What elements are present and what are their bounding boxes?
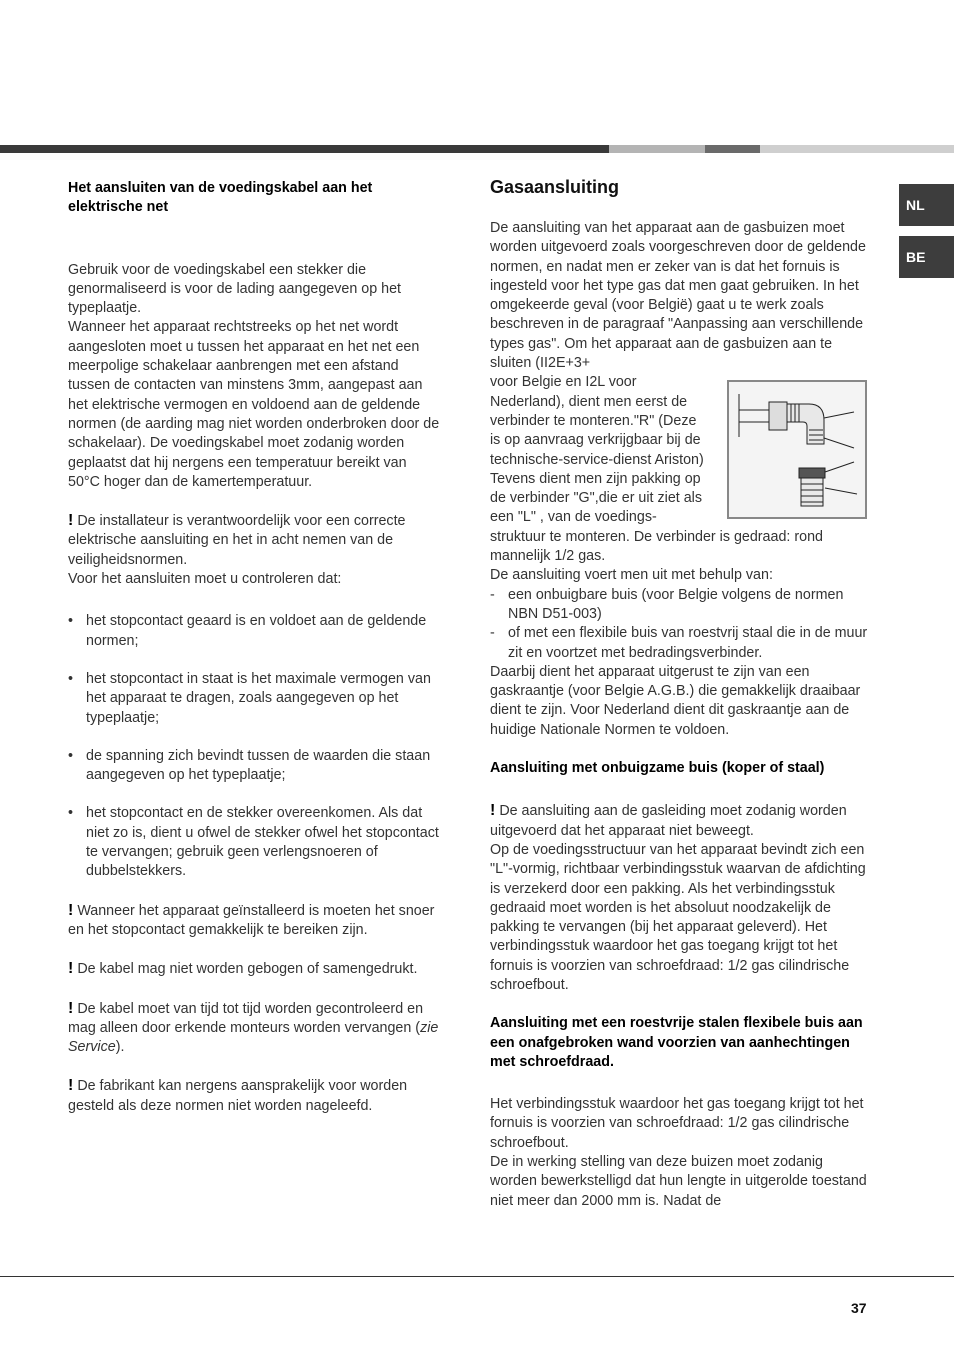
warning-check-end: ).	[115, 1039, 125, 1056]
language-tab-be[interactable]: BE	[899, 236, 954, 278]
top-bar-segment-dark	[0, 145, 609, 153]
connection-list	[490, 586, 868, 663]
page-number: 37	[851, 1300, 867, 1316]
section-title-gas: Gasaansluiting	[490, 177, 620, 197]
warning-manufacturer	[68, 1076, 440, 1116]
warning-gas-line-text: De aansluiting aan de gasleiding moet zodanig worden uitgevoerd dat het apparaat niet beweegt.	[490, 803, 847, 839]
paragraph-direct-connection: Wanneer het apparaat rechtstreeks op het net wordt aangesloten moet u tussen het apparaat en het net een meerpolige schakelaar aanbrengen met een afstand tussen de contacten van minstens 3mm, aangepast aan het elektrische vermogen en voldoend aan de geldende normen (de aarding mag niet worden onderbroken door de schakelaar). De voedingskabel moet zodanig worden geplaatst dat hij nergens een temperatuur bereikt van 50°C hoger dan de kamertemperatuur.	[68, 319, 440, 490]
check-intro: Voor het aansluiten moet u controleren dat:	[68, 571, 342, 588]
list-item: - of met een flexibile buis van roestvrij staal die in de muur zit en voortzet met bedradingsverbinder.	[490, 624, 868, 663]
section-heading-power-cable: Het aansluiten van de voedingskabel aan het elektrische net	[68, 180, 373, 216]
list-item: • de spanning zich bevindt tussen de waarden die staan aangegeven op het typeplaatje;	[68, 747, 440, 786]
warning-check-text: De kabel moet van tijd tot tijd worden gecontroleerd en mag alleen door erkende monteurs worden vervangen (	[68, 1000, 424, 1036]
subheading-flexible-pipe: Aansluiting met een roestvrije stalen flexibele buis aan een onafgebroken wand voorzien van aanhechtingen met schroefdraad.	[490, 1015, 863, 1070]
warning-icon: !	[68, 1077, 74, 1095]
footer-divider	[0, 1276, 954, 1277]
warning-accessible	[68, 901, 440, 941]
warning-manufacturer-text: De fabrikant kan nergens aansprakelijk voor worden gesteld als deze normen niet worden nageleefd.	[68, 1078, 408, 1114]
paragraph-flex-connector: Het verbindingsstuk waardoor het gas toegang krijgt tot het fornuis is voorzien van schroefdraad: 1/2 gas cilindrische schroefbout.	[490, 1096, 864, 1151]
top-bar-segment-pale	[760, 145, 954, 153]
warning-installer-text: De installateur is verantwoordelijk voor een correcte elektrische aansluiting en het in acht nemen van de veiligheidsnormen.	[68, 513, 406, 568]
paragraph-connection-means: De aansluiting voert men uit met behulp van:	[490, 567, 773, 584]
warning-icon: !	[68, 960, 74, 978]
list-item: • het stopcontact geaard is en voldoet aan de geldende normen;	[68, 612, 440, 651]
top-bar-segment-light	[609, 145, 705, 153]
paragraph-l-connector: Op de voedingsstructuur van het apparaat bevindt zich een "L"-vormig, richtbaar verbindingsstuk waarvan de afdichting is verzekerd door een pakking. Als het verbindingsstuk gedraaid moet worden is het absoluut noodzakelijk de pakking te vervangen (bij het apparaat geleverd). Het verbindingsstuk waardoor het gas toegang krijgt tot het fornuis is voorzien van schroefdraad: 1/2 gas cilindrische schroefbout.	[490, 841, 866, 993]
subheading-rigid-pipe: Aansluiting met onbuigzame buis (koper of staal)	[490, 760, 825, 777]
warning-check-cable	[68, 999, 440, 1058]
paragraph-gas-intro: De aansluiting van het apparaat aan de gasbuizen moet worden uitgevoerd zoals voorgeschreven door de geldende normen, en nadat men er zeker van is dat het fornuis is ingesteld voor het type gas dat men gaat gebruiken. In het omgekeerde geval (voor België) gaat u te werk zoals beschreven in de paragraaf "Aanpassing aan verschillende types gas". Om het apparaat aan de gasbuizen aan te sluiten (II2E+3+	[490, 220, 866, 372]
warning-accessible-text: Wanneer het apparaat geïnstalleerd is moeten het snoer en het stopcontact gemakkelijk te bereiken zijn.	[68, 902, 435, 938]
list-item: - een onbuigbare buis (voor Belgie volgens de normen NBN D51-003)	[490, 586, 868, 625]
paragraph-gas-tap: Daarbij dient het apparaat uitgerust te zijn van een gaskraantje (voor Belgie A.G.B.) die gemakkelijk draaibaar dient te zijn. Voor Nederland dient dit gaskraantje aan de huidige Nationale Normen te voldoen.	[490, 663, 861, 738]
connector-illustration	[729, 382, 865, 517]
paragraph-gas-wrap: voor Belgie en I2L voor Nederland), dient men eerst de verbinder te monteren."R" (Deze is op aanvraag verkrijgbaar bij de technische-service-dienst Ariston) Tevens dient men zijn pakking op de verbinder "G",die er uit ziet als een "L" , van de voedings-	[490, 374, 704, 526]
warning-installer	[68, 511, 440, 570]
warning-bent-text: De kabel mag niet worden gebogen of samengedrukt.	[77, 961, 418, 978]
warning-bent	[68, 959, 440, 979]
top-bar-segment-mid	[705, 145, 760, 153]
warning-gas-line	[490, 801, 868, 841]
check-list	[68, 612, 440, 881]
right-column	[490, 175, 868, 1211]
paragraph-gas-thread: struktuur te monteren. De verbinder is gedraad: rond mannelijk 1/2 gas.	[490, 528, 823, 565]
paragraph-flex-length: De in werking stelling van deze buizen moet zodanig worden bewerkstelligd dat hun lengte in uitgerolde toestand niet meer dan 2000 mm is. Nadat de	[490, 1154, 867, 1209]
left-column	[68, 179, 440, 1116]
paragraph-plug: Gebruik voor de voedingskabel een stekker die genormaliseerd is voor de lading aangegeven op het typeplaatje.	[68, 261, 402, 317]
service-reference: zie Service	[68, 1019, 439, 1056]
warning-icon: !	[68, 512, 74, 530]
list-item: • het stopcontact en de stekker overeenkomen. Als dat niet zo is, dient u ofwel de stekker ofwel het stopcontact te vervangen; gebruik geen verlengsnoeren of dubbelstekkers.	[68, 804, 440, 881]
language-tab-nl[interactable]: NL	[899, 184, 954, 226]
warning-icon: !	[490, 802, 496, 820]
warning-icon: !	[68, 901, 74, 919]
top-color-bar	[0, 145, 954, 153]
list-item: • het stopcontact in staat is het maximale vermogen van het apparaat te dragen, zoals aangegeven op het typeplaatje;	[68, 670, 440, 728]
warning-icon: !	[68, 999, 74, 1017]
gas-connector-diagram	[727, 380, 867, 519]
